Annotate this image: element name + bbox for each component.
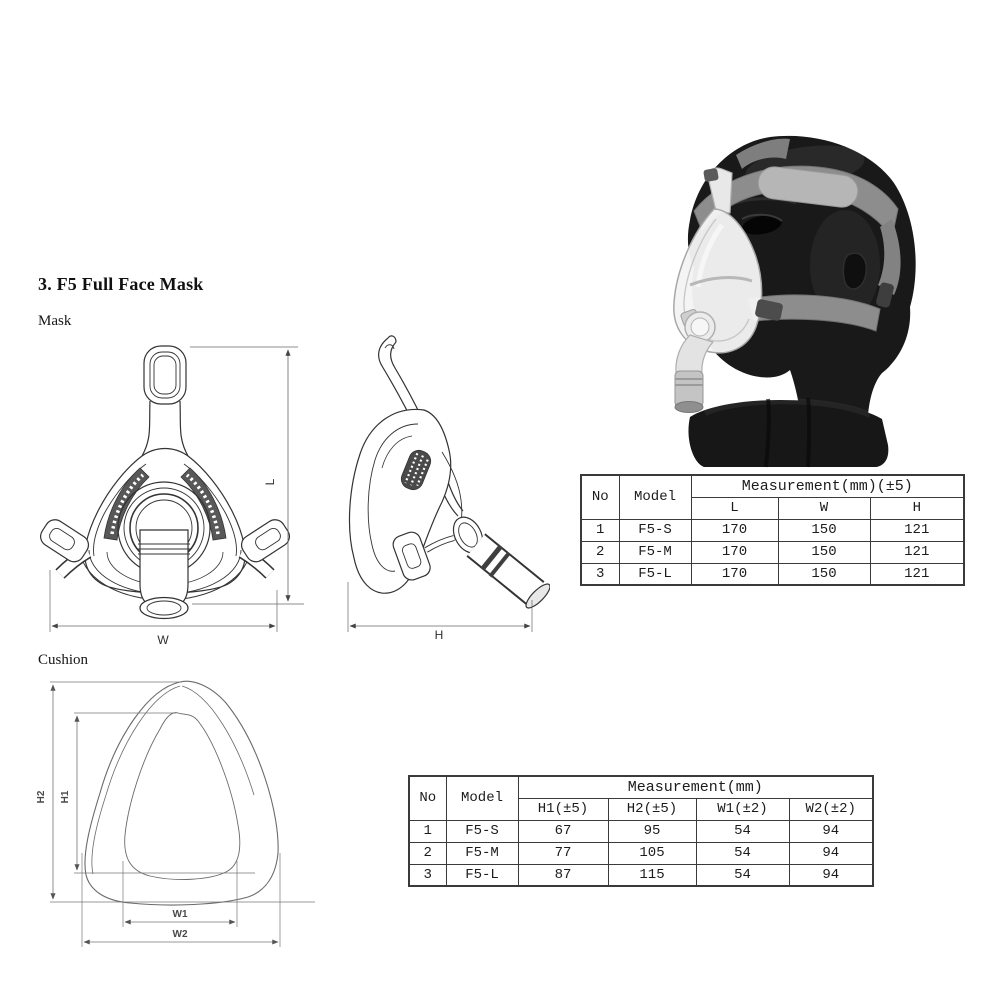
mask-front-view-diagram [40,338,310,648]
table-row [409,820,873,842]
cell-H: 121 [870,541,964,563]
cell-model: F5-L [446,864,518,886]
cell-W1: 54 [696,842,789,864]
mask-table-col-W: W [778,497,870,519]
page-title: 3. F5 Full Face Mask [38,274,204,294]
cell-model: F5-M [446,842,518,864]
dimension-label-H1: H1 [60,790,71,804]
cell-H1: 87 [518,864,608,886]
table-row [581,541,964,563]
cell-no: 3 [409,864,446,886]
cell-W: 150 [778,563,870,585]
product-photo-illustration [630,115,985,470]
cushion-table-col-H1: H1(±5) [518,798,608,820]
dimension-label-H2: H2 [36,790,47,804]
cushion-size-table [408,775,874,887]
cell-H: 121 [870,563,964,585]
mask-table-col-L: L [691,497,778,519]
cushion-section-label: Cushion [38,652,89,668]
cell-L: 170 [691,519,778,541]
cushion-table-col-H2: H2(±5) [608,798,696,820]
mask-table-measurement-header: Measurement(mm)(±5) [691,475,964,497]
cell-W2: 94 [789,820,873,842]
cell-no: 3 [581,563,619,585]
dimension-label-H: H [434,628,444,640]
cell-H: 121 [870,519,964,541]
cushion-table-col-W1: W1(±2) [696,798,789,820]
cell-model: F5-L [619,563,691,585]
mask-table-no-header: No [581,475,619,519]
table-row [409,864,873,886]
mask-side-view-diagram [332,332,550,640]
cushion-table-col-W2: W2(±2) [789,798,873,820]
table-row [581,519,964,541]
cell-H2: 105 [608,842,696,864]
mask-table-col-H: H [870,497,964,519]
cell-model: F5-S [446,820,518,842]
dimension-label-W: W [157,633,169,647]
cell-model: F5-S [619,519,691,541]
mask-table-model-header: Model [619,475,691,519]
cell-no: 2 [409,842,446,864]
cell-W2: 94 [789,864,873,886]
cushion-table-measurement-header: Measurement(mm) [518,776,873,798]
cell-L: 170 [691,563,778,585]
cell-H1: 67 [518,820,608,842]
cell-W1: 54 [696,820,789,842]
cell-W2: 94 [789,842,873,864]
cushion-table-model-header: Model [446,776,518,820]
cell-no: 1 [581,519,619,541]
table-row [409,842,873,864]
cell-no: 2 [581,541,619,563]
cell-model: F5-M [619,541,691,563]
table-row [581,563,964,585]
cell-L: 170 [691,541,778,563]
dimension-line-H1 [74,713,255,873]
cell-W: 150 [778,519,870,541]
dimension-label-L: L [263,478,277,486]
mannequin-ear [843,253,866,289]
cell-H2: 115 [608,864,696,886]
dimension-label-W1: W1 [172,909,188,920]
dimension-label-W2: W2 [172,929,188,940]
mask-section-label: Mask [38,313,72,329]
mannequin-bust [688,398,888,467]
cell-H1: 77 [518,842,608,864]
cell-H2: 95 [608,820,696,842]
mask-size-table [580,474,965,586]
cell-no: 1 [409,820,446,842]
front-mask-drawing [40,346,293,619]
side-mask-drawing [349,336,550,611]
cushion-diagram [30,675,320,960]
cell-W: 150 [778,541,870,563]
cushion-drawing [85,681,278,905]
cushion-table-no-header: No [409,776,446,820]
cell-W1: 54 [696,864,789,886]
